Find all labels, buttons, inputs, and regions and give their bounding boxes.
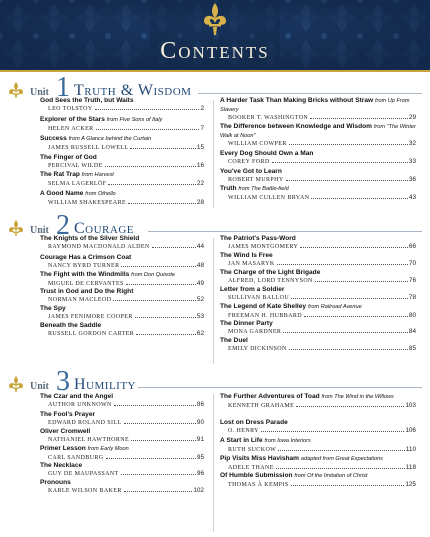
dot-leader [152,247,196,248]
page-number: 28 [196,198,204,206]
page-number: 78 [408,293,416,301]
entry-author-line [40,470,204,479]
page-number: 22 [196,179,204,187]
entry-author-line [220,140,416,149]
entry-author-line [40,262,204,271]
entry-title: The Duel [220,337,248,344]
entry-author-line [40,296,204,305]
entry-source: from Early Moon [87,446,129,452]
entry-author: KENNETH GRAHAME [228,402,295,409]
dot-leader [300,247,408,248]
unit-label: Unit [30,87,49,98]
toc-entry[interactable] [220,123,416,149]
entry-source: from Othello [85,191,116,197]
unit-number: 3 [56,366,70,397]
entry-author: GUY DE MAUPASSANT [48,470,119,477]
page-number: 95 [196,453,204,461]
entry-author: RUSSELL GORDON CARTER [48,330,135,337]
dot-leader [311,198,408,199]
page-number: 15 [196,143,204,151]
toc-entry[interactable] [220,419,416,435]
toc-entry[interactable] [40,462,204,478]
toc-entry[interactable] [220,252,416,268]
toc-entry[interactable] [220,269,416,285]
page-number: 125 [405,480,416,488]
entry-title: Oliver Cromwell [40,428,91,435]
toc-entry[interactable] [40,445,204,462]
entry-title: The Dinner Party [220,320,273,327]
dot-leader [121,266,195,267]
dot-leader [272,162,408,163]
unit-number: 2 [56,210,70,241]
toc-entry[interactable] [40,135,204,152]
entry-author: ROBERT MURPHY [228,176,284,183]
dot-leader [106,458,196,459]
entry-author: JAN MASARYK [228,260,275,267]
entry-author: ALFRED, LORD TENNYSON [228,277,313,284]
entry-author-line [40,419,204,428]
column-divider [213,394,214,532]
page-number: 62 [196,329,204,337]
dot-leader [278,450,405,451]
toc-entry[interactable] [220,185,416,202]
dot-leader [131,440,196,441]
page-number: 86 [196,400,204,408]
entry-author-line [220,464,416,473]
entry-title: Trust in God and Do the Right [40,288,134,295]
page-number: 44 [196,242,204,250]
entry-author: WILLIAM COWPER [228,141,287,148]
entry-author-line [220,243,416,252]
page-number: 76 [408,276,416,284]
toc-entry[interactable] [220,472,416,489]
dot-leader [105,166,196,167]
toc-entry[interactable] [40,254,204,270]
toc-entry[interactable] [40,322,204,338]
entry-title: A Harder Task Than Making Bricks without Straw from Up From Slavery [220,97,410,113]
entry-author-line [220,194,416,203]
entry-source: from "The Winter Walk at Noon" [220,124,416,139]
toc-entry[interactable] [40,190,204,207]
toc-entry[interactable] [220,303,416,320]
entry-title: The Wind Is Free [220,252,273,259]
entry-title: Beneath the Saddle [40,322,102,329]
unit-rule [198,93,422,94]
entry-author: WILLIAM SHAKESPEARE [48,199,127,206]
dot-leader [291,298,408,299]
page-number: 80 [408,311,416,319]
page-number: 85 [408,344,416,352]
entry-author-line [40,199,204,208]
entry-title: The Czar and the Angel [40,393,114,400]
entry-source: from Harvest [81,172,114,178]
dot-leader [130,148,195,149]
entry-author: HELEN ACKER [48,125,94,132]
page-number: 29 [408,114,416,122]
toc-entry[interactable] [40,235,204,251]
entry-author-line [220,446,416,455]
toc-entry[interactable] [40,154,204,170]
entry-source: from The Battle-field [238,186,289,192]
unit-rule [138,387,422,388]
entry-source: from Up From Slavery [220,98,410,113]
fleur-ornament-icon [201,2,229,36]
entry-author: COREY FORD [228,158,270,165]
entry-title: You've Got to Learn [220,168,282,175]
entry-author-line [220,312,416,321]
dot-leader [291,485,405,486]
entry-author-line [220,328,416,337]
toc-entry[interactable] [220,286,416,302]
entry-title: The Difference between Knowledge and Wisdom from "The Winter Walk at Noon" [220,123,416,139]
entry-author-line [40,436,204,445]
entry-author: RAYMOND MACDONALD ALDEN [48,243,150,250]
entry-source: from Of the Imitation of Christ [294,473,368,479]
contents-banner [0,0,430,72]
entry-title: The Finger of God [40,154,97,161]
entry-source: from Iowa Interiors [264,438,311,444]
dot-leader [114,405,196,406]
page-number: 91 [196,435,204,443]
unit-title: Humility [74,376,136,393]
page-number: 43 [408,193,416,201]
entry-author: SULLIVAN BALLOU [228,294,290,301]
entry-title: The Knights of the Silver Shield [40,235,140,242]
unit-rule [148,231,422,232]
toc-entry[interactable] [40,97,204,113]
entry-author-line [220,114,416,123]
page-number: 66 [408,242,416,250]
dot-leader [315,281,408,282]
entry-title: Lost on Dress Parade [220,419,288,426]
entry-author-line [220,260,416,269]
dot-leader [304,316,408,317]
entry-author-line [40,313,204,322]
entry-title: The Legend of Kate Shelley from Railroad Avenue [220,303,362,310]
page-number: 7 [200,124,204,132]
toc-entry[interactable] [40,479,204,495]
entry-author-line [220,294,416,303]
entry-title: God Sees the Truth, but Waits [40,97,134,104]
toc-entry[interactable] [40,288,204,304]
dot-leader [310,118,408,119]
entry-author-line [220,345,416,354]
entry-title: The Spy [40,305,66,312]
entry-author-line [220,277,416,286]
dot-leader [128,203,196,204]
page-number: 84 [408,327,416,335]
entry-author: SELMA LAGERLÖF [48,180,107,187]
dot-leader [113,300,195,301]
entry-author-line [220,481,416,490]
page-number: 103 [405,401,416,409]
entry-title: Pronouns [40,479,71,486]
page-number: 70 [408,259,416,267]
entry-author: O. HENRY [228,427,259,434]
entry-title: Pip Visits Miss Havisham adapted from Great Expectations [220,455,383,462]
column-divider [213,238,214,364]
unit-label: Unit [30,225,49,236]
fleur-de-lis-icon [8,82,24,98]
page-number: 48 [196,261,204,269]
page-number: 96 [196,469,204,477]
toc-entry[interactable] [220,455,416,472]
entry-author: MONA GARDNER [228,328,282,335]
entry-author: JAMES FENIMORE COOPER [48,313,133,320]
toc-entry[interactable] [220,437,416,454]
entry-author-line [40,105,204,114]
entry-author-line [40,162,204,171]
dot-leader [277,264,408,265]
dot-leader [289,144,408,145]
entry-author-line [40,401,204,410]
entry-author: FREEMAN H. HUBBARD [228,312,303,319]
entry-source: from The Wind in the Willows [321,394,394,400]
entry-author: EDWARD ROLAND SILL [48,419,122,426]
entry-author: JAMES RUSSELL LOWELL [48,144,129,151]
entry-source: from Five Sons of Italy [106,117,163,123]
entry-author: LEO TOLSTOY [48,105,93,112]
page-number: 106 [405,426,416,434]
toc-entry[interactable] [220,337,416,353]
entry-author: WILLIAM CULLEN BRYAN [228,194,310,201]
toc-entry[interactable] [40,171,204,188]
page-number: 36 [408,175,416,183]
dot-leader [261,431,404,432]
page-number: 53 [196,312,204,320]
entry-title: Primer Lesson from Early Moon [40,445,129,452]
toc-entry[interactable] [220,320,416,336]
entry-title: The Charge of the Light Brigade [220,269,321,276]
toc-entry[interactable] [40,116,204,133]
toc-entry[interactable] [220,150,416,166]
entry-title: The Patriot's Pass-Word [220,235,296,242]
dot-leader [136,334,196,335]
dot-leader [283,332,408,333]
entry-author-line [40,280,204,289]
entry-author: THOMAS À KEMPIS [228,481,289,488]
toc-entry[interactable] [220,393,416,410]
unit-label: Unit [30,381,49,392]
entry-author: EMILY DICKINSON [228,345,287,352]
entry-title: Every Dog Should Own a Man [220,150,314,157]
dot-leader [95,109,200,110]
dot-leader [124,423,196,424]
entry-title: The Fight with the Windmills from Don Quixote [40,271,176,278]
entry-author-line [40,454,204,463]
entry-author: KARLE WILSON BAKER [48,487,122,494]
entry-title: A Start in Life from Iowa Interiors [220,437,311,444]
dot-leader [296,406,404,407]
dot-leader [124,491,193,492]
page-number: 118 [405,463,416,471]
entry-author: MIGUEL DE CERVANTES [48,280,124,287]
unit-number: 1 [56,72,70,103]
entry-source: adapted from Great Expectations [300,456,383,462]
entry-title: Explorer of the Stars from Five Sons of Italy [40,116,163,123]
column-divider [213,100,214,208]
page-title: Contents [160,38,270,64]
toc-entry[interactable] [40,393,204,409]
page-number: 32 [408,140,416,148]
page-number: 33 [408,157,416,165]
dot-leader [96,129,200,130]
toc-entry[interactable] [40,271,204,288]
entry-title: Truth from The Battle-field [220,185,289,192]
entry-author-line [40,144,204,153]
page-number: 2 [200,104,204,112]
entry-title: The Further Adventures of Toad from The Wind in the Willows [220,393,394,400]
page-number: 102 [193,486,204,494]
entry-title: Letter from a Soldier [220,286,285,293]
entry-author-line [40,180,204,189]
entry-author: AUTHOR UNKNOWN [48,401,112,408]
entry-author-line [220,402,416,411]
fleur-de-lis-icon [8,220,24,236]
entry-author-line [40,243,204,252]
entry-author: BOOKER T. WASHINGTON [228,115,309,122]
entry-author-line [40,330,204,339]
entry-title: Courage Has a Crimson Coat [40,254,132,261]
page-number: 52 [196,295,204,303]
entry-title: Success from A Glance behind the Curtain [40,135,152,142]
entry-source: from A Glance behind the Curtain [68,136,152,142]
entry-author: NATHANIEL HAWTHORNE [48,436,130,443]
entry-title: The Fool's Prayer [40,411,96,418]
entry-author: PERCIVAL WILDE [48,162,103,169]
toc-entry[interactable] [220,235,416,251]
page-number: 49 [196,279,204,287]
entry-author-line [40,487,204,496]
unit-title: Truth & Wisdom [74,82,192,99]
entry-author-line [40,125,204,134]
entry-author: JAMES MONTGOMERY [228,243,299,250]
toc-entry[interactable] [40,411,204,427]
toc-entry[interactable] [220,168,416,184]
dot-leader [289,349,408,350]
dot-leader [108,184,195,185]
dot-leader [286,180,408,181]
toc-entry[interactable] [40,428,204,444]
entry-author: NORMAN MACLEOD [48,296,112,303]
entry-title: A Good Name from Othello [40,190,116,197]
dot-leader [135,317,196,318]
entry-author-line [220,176,416,185]
entry-source: from Railroad Avenue [307,304,362,310]
entry-author-line [220,427,416,436]
dot-leader [121,474,196,475]
toc-entry[interactable] [40,305,204,321]
entry-title: The Rat Trap from Harvest [40,171,114,178]
dot-leader [276,468,405,469]
toc-entry[interactable] [220,97,416,123]
entry-title: The Necklace [40,462,83,469]
fleur-de-lis-icon [8,376,24,392]
page-number: 16 [196,161,204,169]
entry-author-line [220,158,416,167]
entry-author: ADELE THANE [228,464,274,471]
entry-source: from Don Quixote [131,272,176,278]
unit-title: Courage [74,220,135,237]
entry-title: Of Humble Submission from Of the Imitation of Christ [220,472,368,479]
entry-author: NANCY BYRD TURNER [48,262,120,269]
entry-author: RUTH SUCKOW [228,446,277,453]
page-number: 110 [405,445,416,453]
dot-leader [126,284,196,285]
page-number: 90 [196,418,204,426]
entry-author: CARL SANDBURG [48,454,104,461]
